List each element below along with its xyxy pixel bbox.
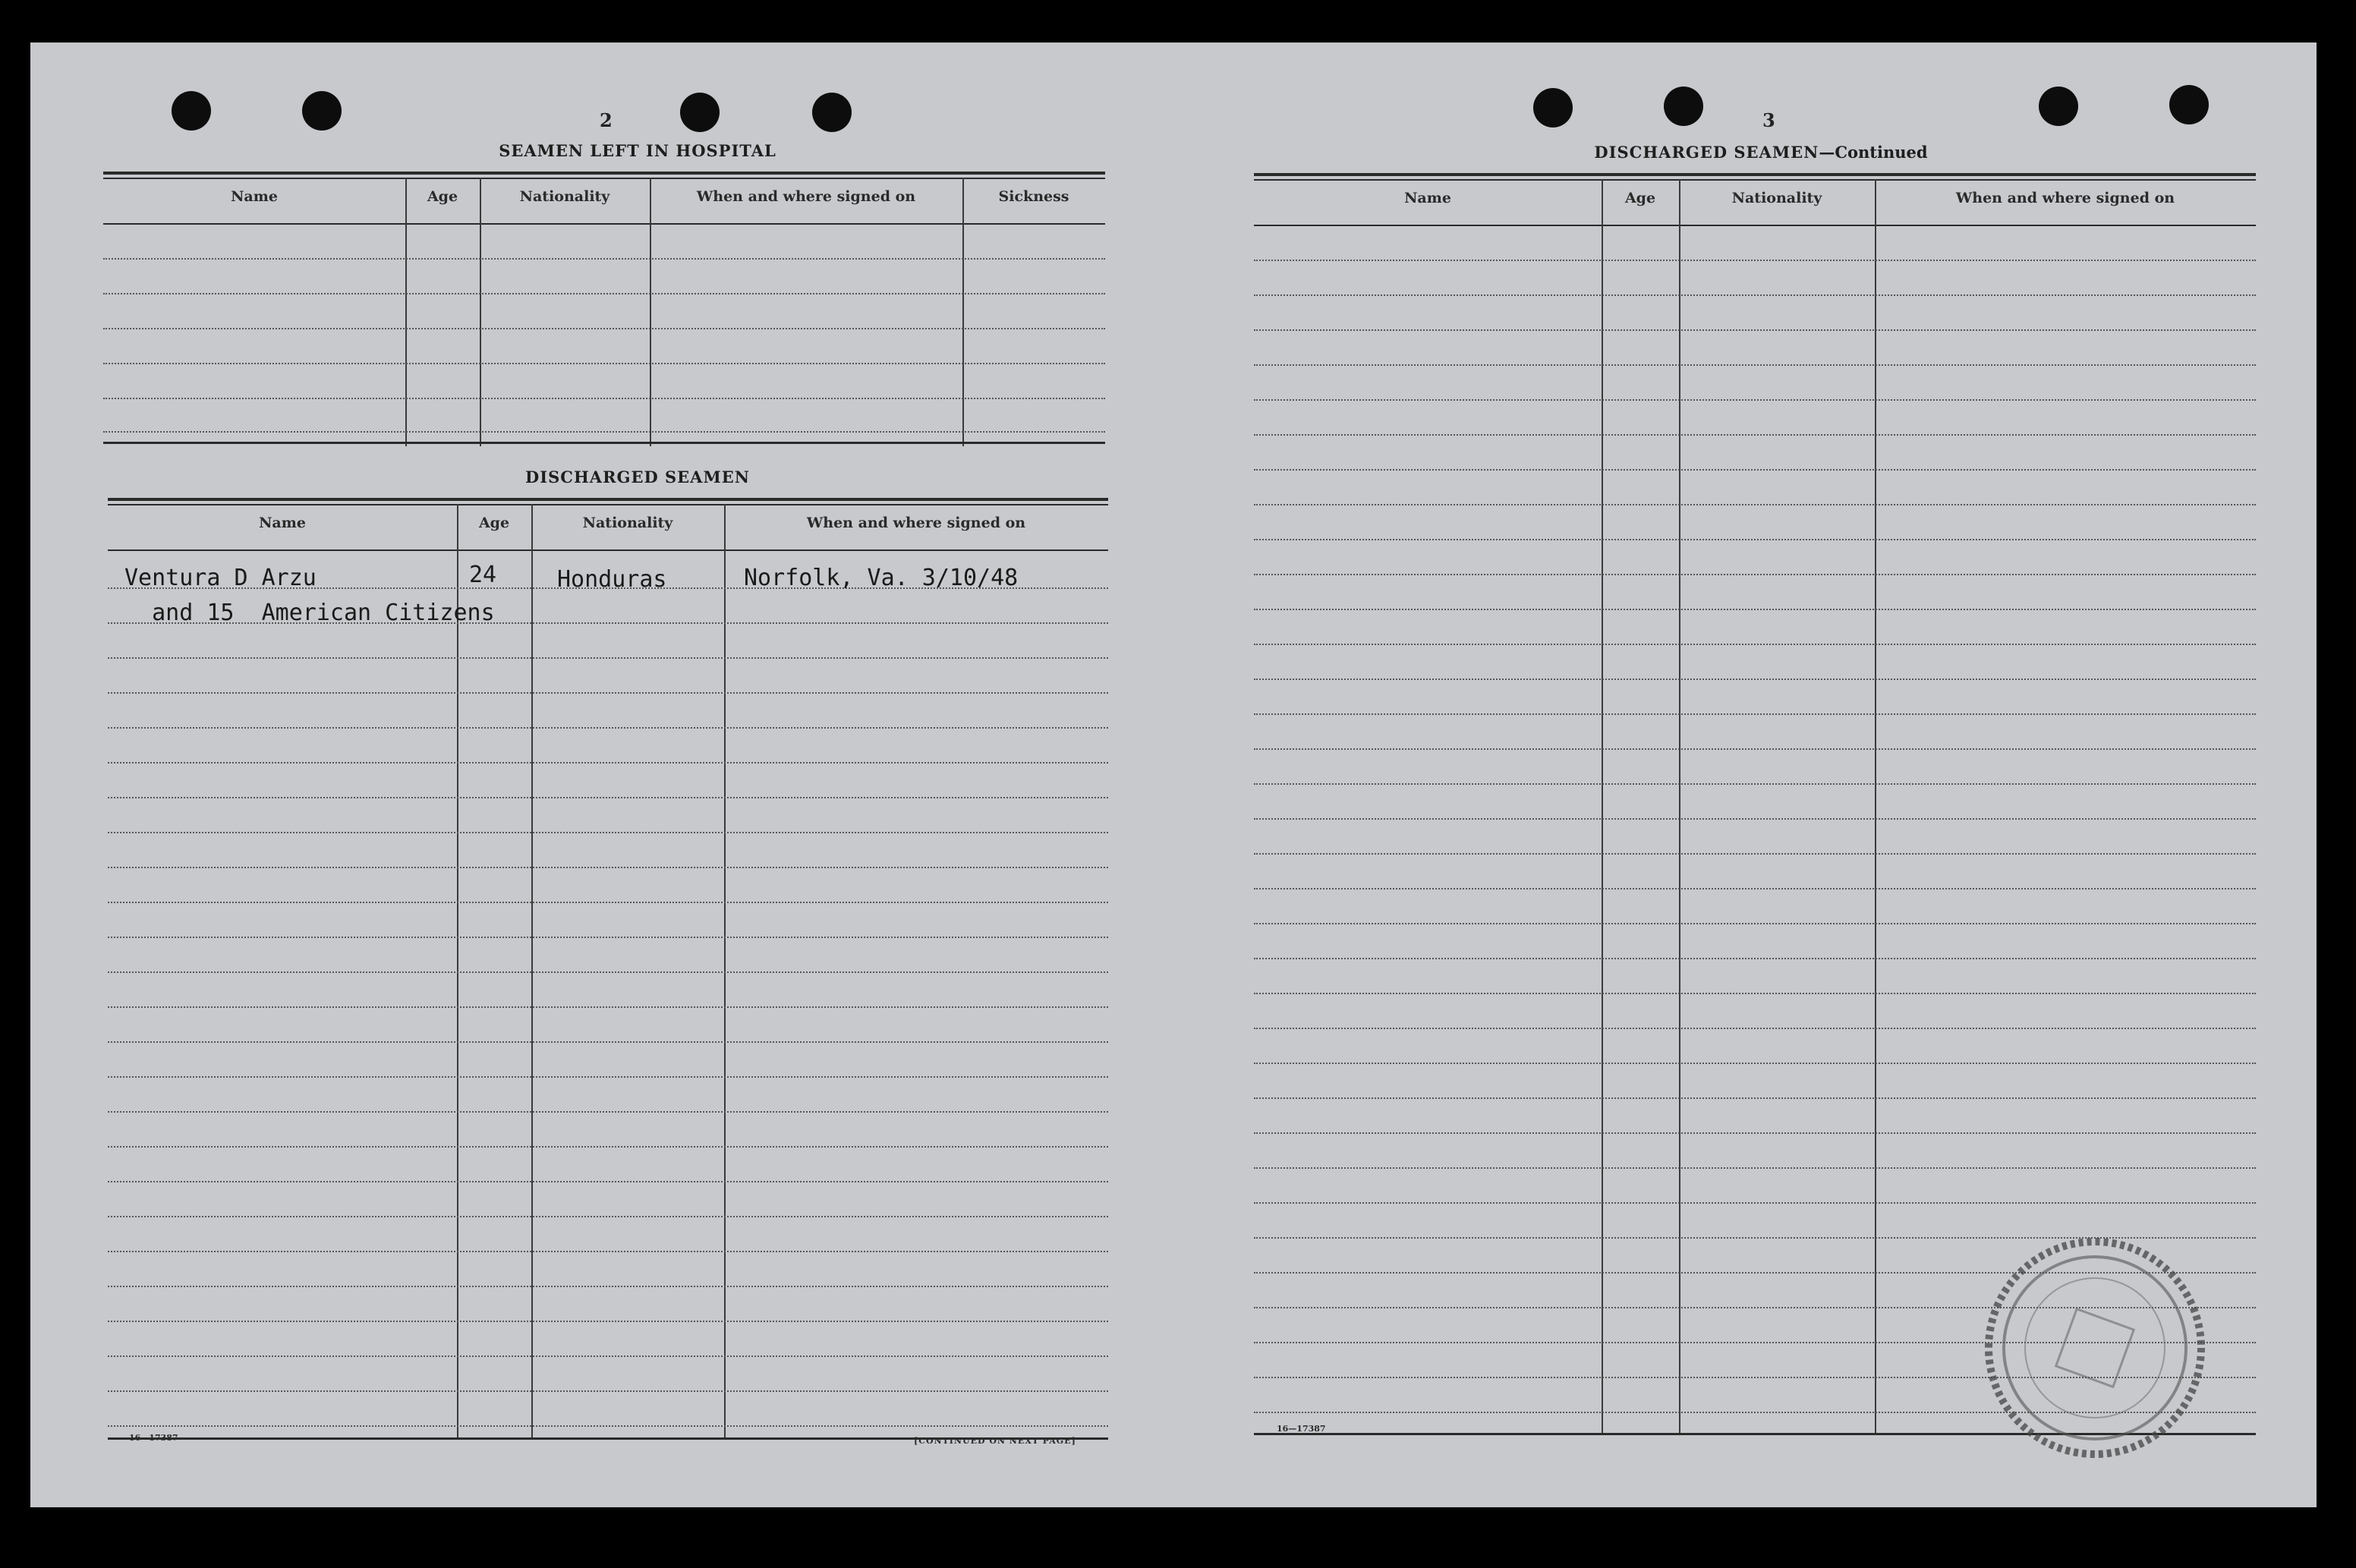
seaman-nationality: Honduras: [557, 566, 667, 593]
table-row: [1254, 574, 2256, 575]
column-header-age: Age: [478, 515, 510, 531]
table-row: [1254, 1028, 2256, 1029]
table-row: [108, 1355, 1108, 1357]
punch-hole: [812, 93, 852, 132]
table-row: [108, 1425, 1108, 1427]
table-row: [108, 692, 1108, 694]
table-row: [1254, 888, 2256, 889]
seaman-age: 24: [469, 562, 497, 588]
punch-hole: [680, 93, 720, 132]
table-row: [103, 431, 1105, 433]
table-row: [1254, 713, 2256, 715]
table-row: [108, 832, 1108, 833]
punch-hole: [172, 91, 211, 131]
table-row: [108, 1390, 1108, 1392]
table-row: [1254, 1132, 2256, 1134]
table-row: [1254, 644, 2256, 645]
section-title-suffix: —Continued: [1819, 143, 1928, 162]
table-row: [1254, 853, 2256, 855]
discharged-table: [108, 498, 1108, 1485]
table-row: [108, 1076, 1108, 1078]
table-row: [1254, 923, 2256, 924]
column-header-nationality: Nationality: [519, 188, 610, 205]
table-row: [1254, 1063, 2256, 1064]
document-page: [30, 43, 2317, 1507]
table-row: [108, 867, 1108, 868]
column-header-nationality: Nationality: [582, 515, 673, 531]
punch-hole: [302, 91, 342, 131]
table-row: [1254, 783, 2256, 785]
seaman-name: Ventura D Arzu: [124, 565, 317, 591]
table-row: [108, 657, 1108, 659]
form-code: 16—17387: [1277, 1424, 1326, 1434]
table-row: [1254, 1202, 2256, 1204]
table-row: [103, 293, 1105, 294]
punch-hole: [2039, 87, 2078, 126]
table-row: [1254, 294, 2256, 296]
punch-hole: [1533, 88, 1573, 128]
punch-hole: [1664, 87, 1703, 126]
table-row: [103, 258, 1105, 260]
table-row: [1254, 958, 2256, 959]
page-number: 2: [600, 109, 613, 131]
table-row: [1254, 679, 2256, 680]
table-row: [108, 1006, 1108, 1008]
column-header-name: Name: [231, 188, 278, 205]
seaman-name: and 15 American Citizens: [124, 600, 495, 626]
table-row: [108, 1146, 1108, 1148]
table-row: [1254, 434, 2256, 436]
column-header-age: Age: [1624, 190, 1656, 206]
table-row: [108, 902, 1108, 903]
section-title: SEAMEN LEFT IN HOSPITAL: [499, 141, 776, 160]
table-row: [108, 1321, 1108, 1322]
table-row: [1254, 1167, 2256, 1169]
table-row: [1254, 364, 2256, 366]
table-row: [108, 727, 1108, 729]
section-title: [1548, 143, 1973, 162]
table-row: [108, 797, 1108, 798]
column-header-name: Name: [1404, 190, 1451, 206]
immigration-stamp: [1973, 1226, 2216, 1469]
form-code: 16—17387: [129, 1433, 178, 1443]
table-row: [1254, 539, 2256, 540]
table-row: [1254, 818, 2256, 820]
continued-note: [CONTINUED ON NEXT PAGE]: [914, 1436, 1076, 1446]
table-row: [103, 398, 1105, 399]
column-header-age: Age: [427, 188, 458, 205]
table-row: [108, 937, 1108, 938]
column-header-name: Name: [259, 515, 306, 531]
column-header-sickness: Sickness: [998, 188, 1069, 205]
table-row: [1254, 748, 2256, 750]
table-row: [108, 1041, 1108, 1043]
section-title: DISCHARGED SEAMEN: [525, 468, 750, 486]
table-row: [108, 1286, 1108, 1287]
table-row: [103, 363, 1105, 364]
table-row: [108, 1251, 1108, 1252]
table-row: [1254, 469, 2256, 471]
table-row: [1254, 1097, 2256, 1099]
table-row: [1254, 329, 2256, 331]
column-header-signed-on: When and where signed on: [696, 188, 916, 205]
punch-hole: [2169, 85, 2209, 124]
table-row: [1254, 993, 2256, 994]
column-header-signed-on: When and where signed on: [1955, 190, 2175, 206]
table-row: [1254, 260, 2256, 261]
table-row: [108, 1181, 1108, 1182]
table-row: [1254, 609, 2256, 610]
table-row: [1254, 504, 2256, 505]
table-row: [108, 762, 1108, 764]
hospital-table: [103, 172, 1105, 490]
column-header-nationality: Nationality: [1731, 190, 1822, 206]
table-row: [108, 1216, 1108, 1217]
section-title-main: DISCHARGED SEAMEN: [1594, 143, 1819, 162]
table-row: [108, 971, 1108, 973]
table-row: [103, 328, 1105, 329]
table-row: [1254, 399, 2256, 401]
column-header-signed-on: When and where signed on: [806, 515, 1026, 531]
page-number: 3: [1762, 109, 1775, 131]
seaman-signed-on: Norfolk, Va. 3/10/48: [744, 565, 1019, 591]
table-row: [108, 1111, 1108, 1113]
